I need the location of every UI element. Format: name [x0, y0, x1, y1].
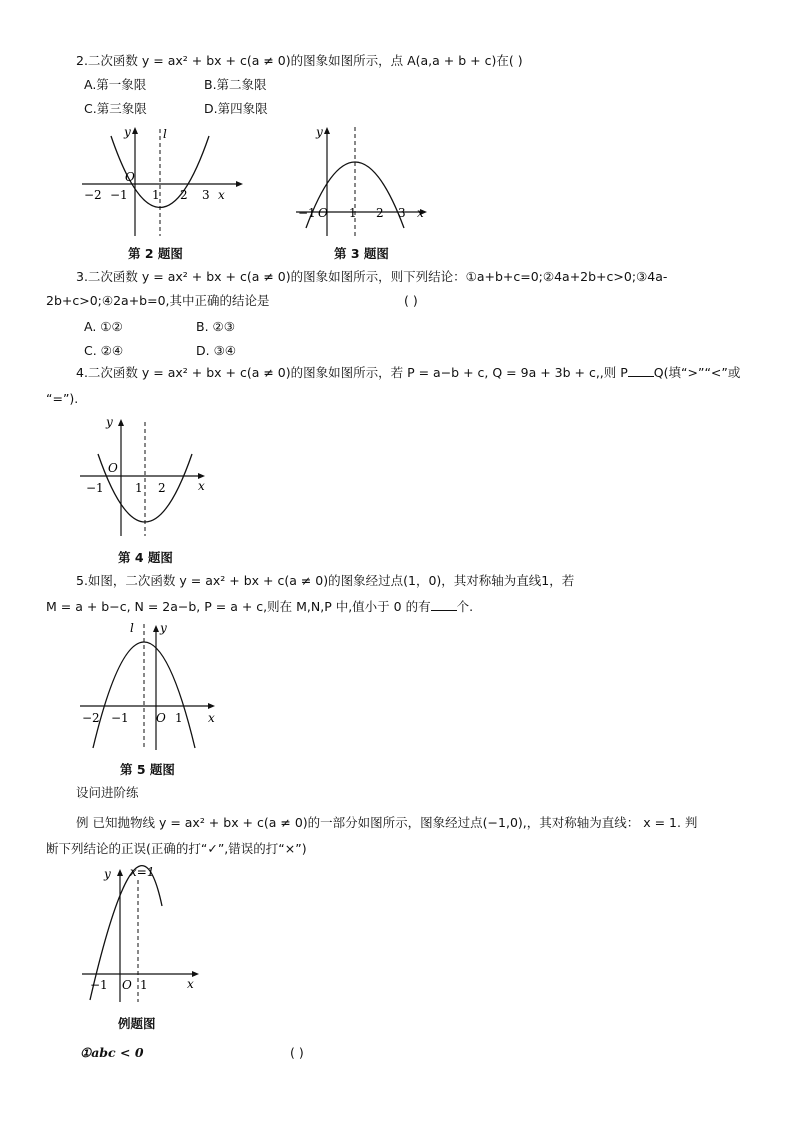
- fig4-tick-1: 1: [135, 481, 143, 495]
- q2-stem: 2.二次函数 y = ax² + bx + c(a ≠ 0)的图象如图所示，点 A(a,a + b + c)在( ): [76, 53, 523, 68]
- q5-stem-line2: [46, 598, 473, 616]
- q3-stem-line2: 2b+c>0;④2a+b=0,其中正确的结论是: [46, 293, 270, 308]
- q4-stem-line1: [76, 364, 740, 382]
- fig4-y-label: y: [106, 415, 113, 429]
- q5-answer-blank[interactable]: [431, 598, 457, 611]
- q3-stem-line1: 3.二次函数 y = ax² + bx + c(a ≠ 0)的图象如图所示，则下列结论：①a+b+c=0;②4a+2b+c>0;③4a-: [76, 269, 668, 284]
- example-item-1: ①abc < 0: [80, 1045, 144, 1060]
- example-stem-line2: 断下列结论的正误(正确的打“✓”,错误的打“×”): [46, 841, 307, 856]
- q3-option-c: C. ②④: [84, 343, 124, 358]
- fig3-y-label: y: [316, 125, 323, 139]
- fig5-origin: O: [156, 711, 166, 725]
- fig3-tick-neg1: −1: [298, 206, 316, 220]
- fig2-tick-neg1: −1: [110, 188, 128, 202]
- fig5-caption: 第 5 题图: [120, 762, 175, 777]
- fig2-tick-neg2: −2: [84, 188, 102, 202]
- ex-y-label: y: [104, 867, 111, 881]
- q5-stem-part-a: M = a + b−c, N = 2a−b, P = a + c,则在 M,N,P 中,值小于 0 的有: [46, 599, 431, 614]
- fig2-origin: O: [125, 170, 135, 184]
- ex-x-label: x: [187, 977, 194, 991]
- figure-3-graph: [292, 124, 440, 242]
- fig4-caption: 第 4 题图: [118, 550, 173, 565]
- ex-tick-1: 1: [140, 978, 148, 992]
- fig5-y-label: y: [160, 621, 167, 635]
- q2-option-b: B.第二象限: [204, 77, 267, 92]
- q2-option-a: A.第一象限: [84, 77, 147, 92]
- figure-4-graph: [78, 412, 210, 542]
- fig4-tick-neg1: −1: [86, 481, 104, 495]
- fig2-tick-2: 2: [180, 188, 188, 202]
- fig3-tick-2: 2: [376, 206, 384, 220]
- fig2-axis-name: l: [163, 127, 167, 141]
- section-title: 设问进阶练: [76, 785, 139, 800]
- figure-5-graph: [78, 618, 220, 752]
- fig5-axis-name: l: [130, 621, 134, 635]
- fig5-tick-neg1: −1: [111, 711, 129, 725]
- fig4-tick-2: 2: [158, 481, 166, 495]
- q5-stem-line1: 5.如图，二次函数 y = ax² + bx + c(a ≠ 0)的图象经过点(1，0)，其对称轴为直线1，若: [76, 573, 575, 588]
- fig5-tick-neg2: −2: [82, 711, 100, 725]
- q3-option-a: A. ①②: [84, 319, 123, 334]
- q2-option-d: D.第四象限: [204, 101, 268, 116]
- example-figure-graph: [80, 862, 206, 1006]
- fig3-caption: 第 3 题图: [334, 246, 389, 261]
- fig5-tick-1: 1: [175, 711, 183, 725]
- q3-answer-paren: ( ): [404, 293, 418, 308]
- example-figure-caption: 例题图: [118, 1016, 156, 1031]
- q3-option-b: B. ②③: [196, 319, 235, 334]
- fig2-x-label: x: [218, 188, 225, 202]
- fig2-y-label: y: [124, 125, 131, 139]
- figure-2-graph: [78, 124, 248, 242]
- q5-stem-part-b: 个.: [456, 599, 474, 614]
- q3-option-d: D. ③④: [196, 343, 236, 358]
- fig2-tick-3: 3: [202, 188, 210, 202]
- q2-option-c: C.第三象限: [84, 101, 147, 116]
- fig3-origin: O: [318, 206, 328, 220]
- ex-axis-name: x=1: [130, 865, 155, 879]
- ex-tick-neg1: −1: [90, 978, 108, 992]
- fig4-origin: O: [108, 461, 118, 475]
- example-stem-line1: 例 已知抛物线 y = ax² + bx + c(a ≠ 0)的一部分如图所示，图象经过点(−1,0),，其对称轴为直线： x = 1. 判: [76, 815, 698, 830]
- example-item-1-paren: ( ): [290, 1045, 304, 1060]
- fig3-tick-1: 1: [349, 206, 357, 220]
- q4-answer-blank[interactable]: [628, 364, 654, 377]
- fig2-tick-1: 1: [152, 188, 160, 202]
- fig4-x-label: x: [198, 479, 205, 493]
- q4-stem-part-a: 4.二次函数 y = ax² + bx + c(a ≠ 0)的图象如图所示，若 P = a−b + c, Q = 9a + 3b + c,,则 P: [76, 365, 628, 380]
- ex-origin: O: [122, 978, 132, 992]
- q4-stem-part-b: Q(填“>”“<”或: [653, 365, 741, 380]
- fig3-x-label: x: [417, 206, 424, 220]
- fig2-caption: 第 2 题图: [128, 246, 183, 261]
- fig5-x-label: x: [208, 711, 215, 725]
- q4-stem-line2: “=”).: [46, 391, 79, 406]
- fig3-tick-3: 3: [398, 206, 406, 220]
